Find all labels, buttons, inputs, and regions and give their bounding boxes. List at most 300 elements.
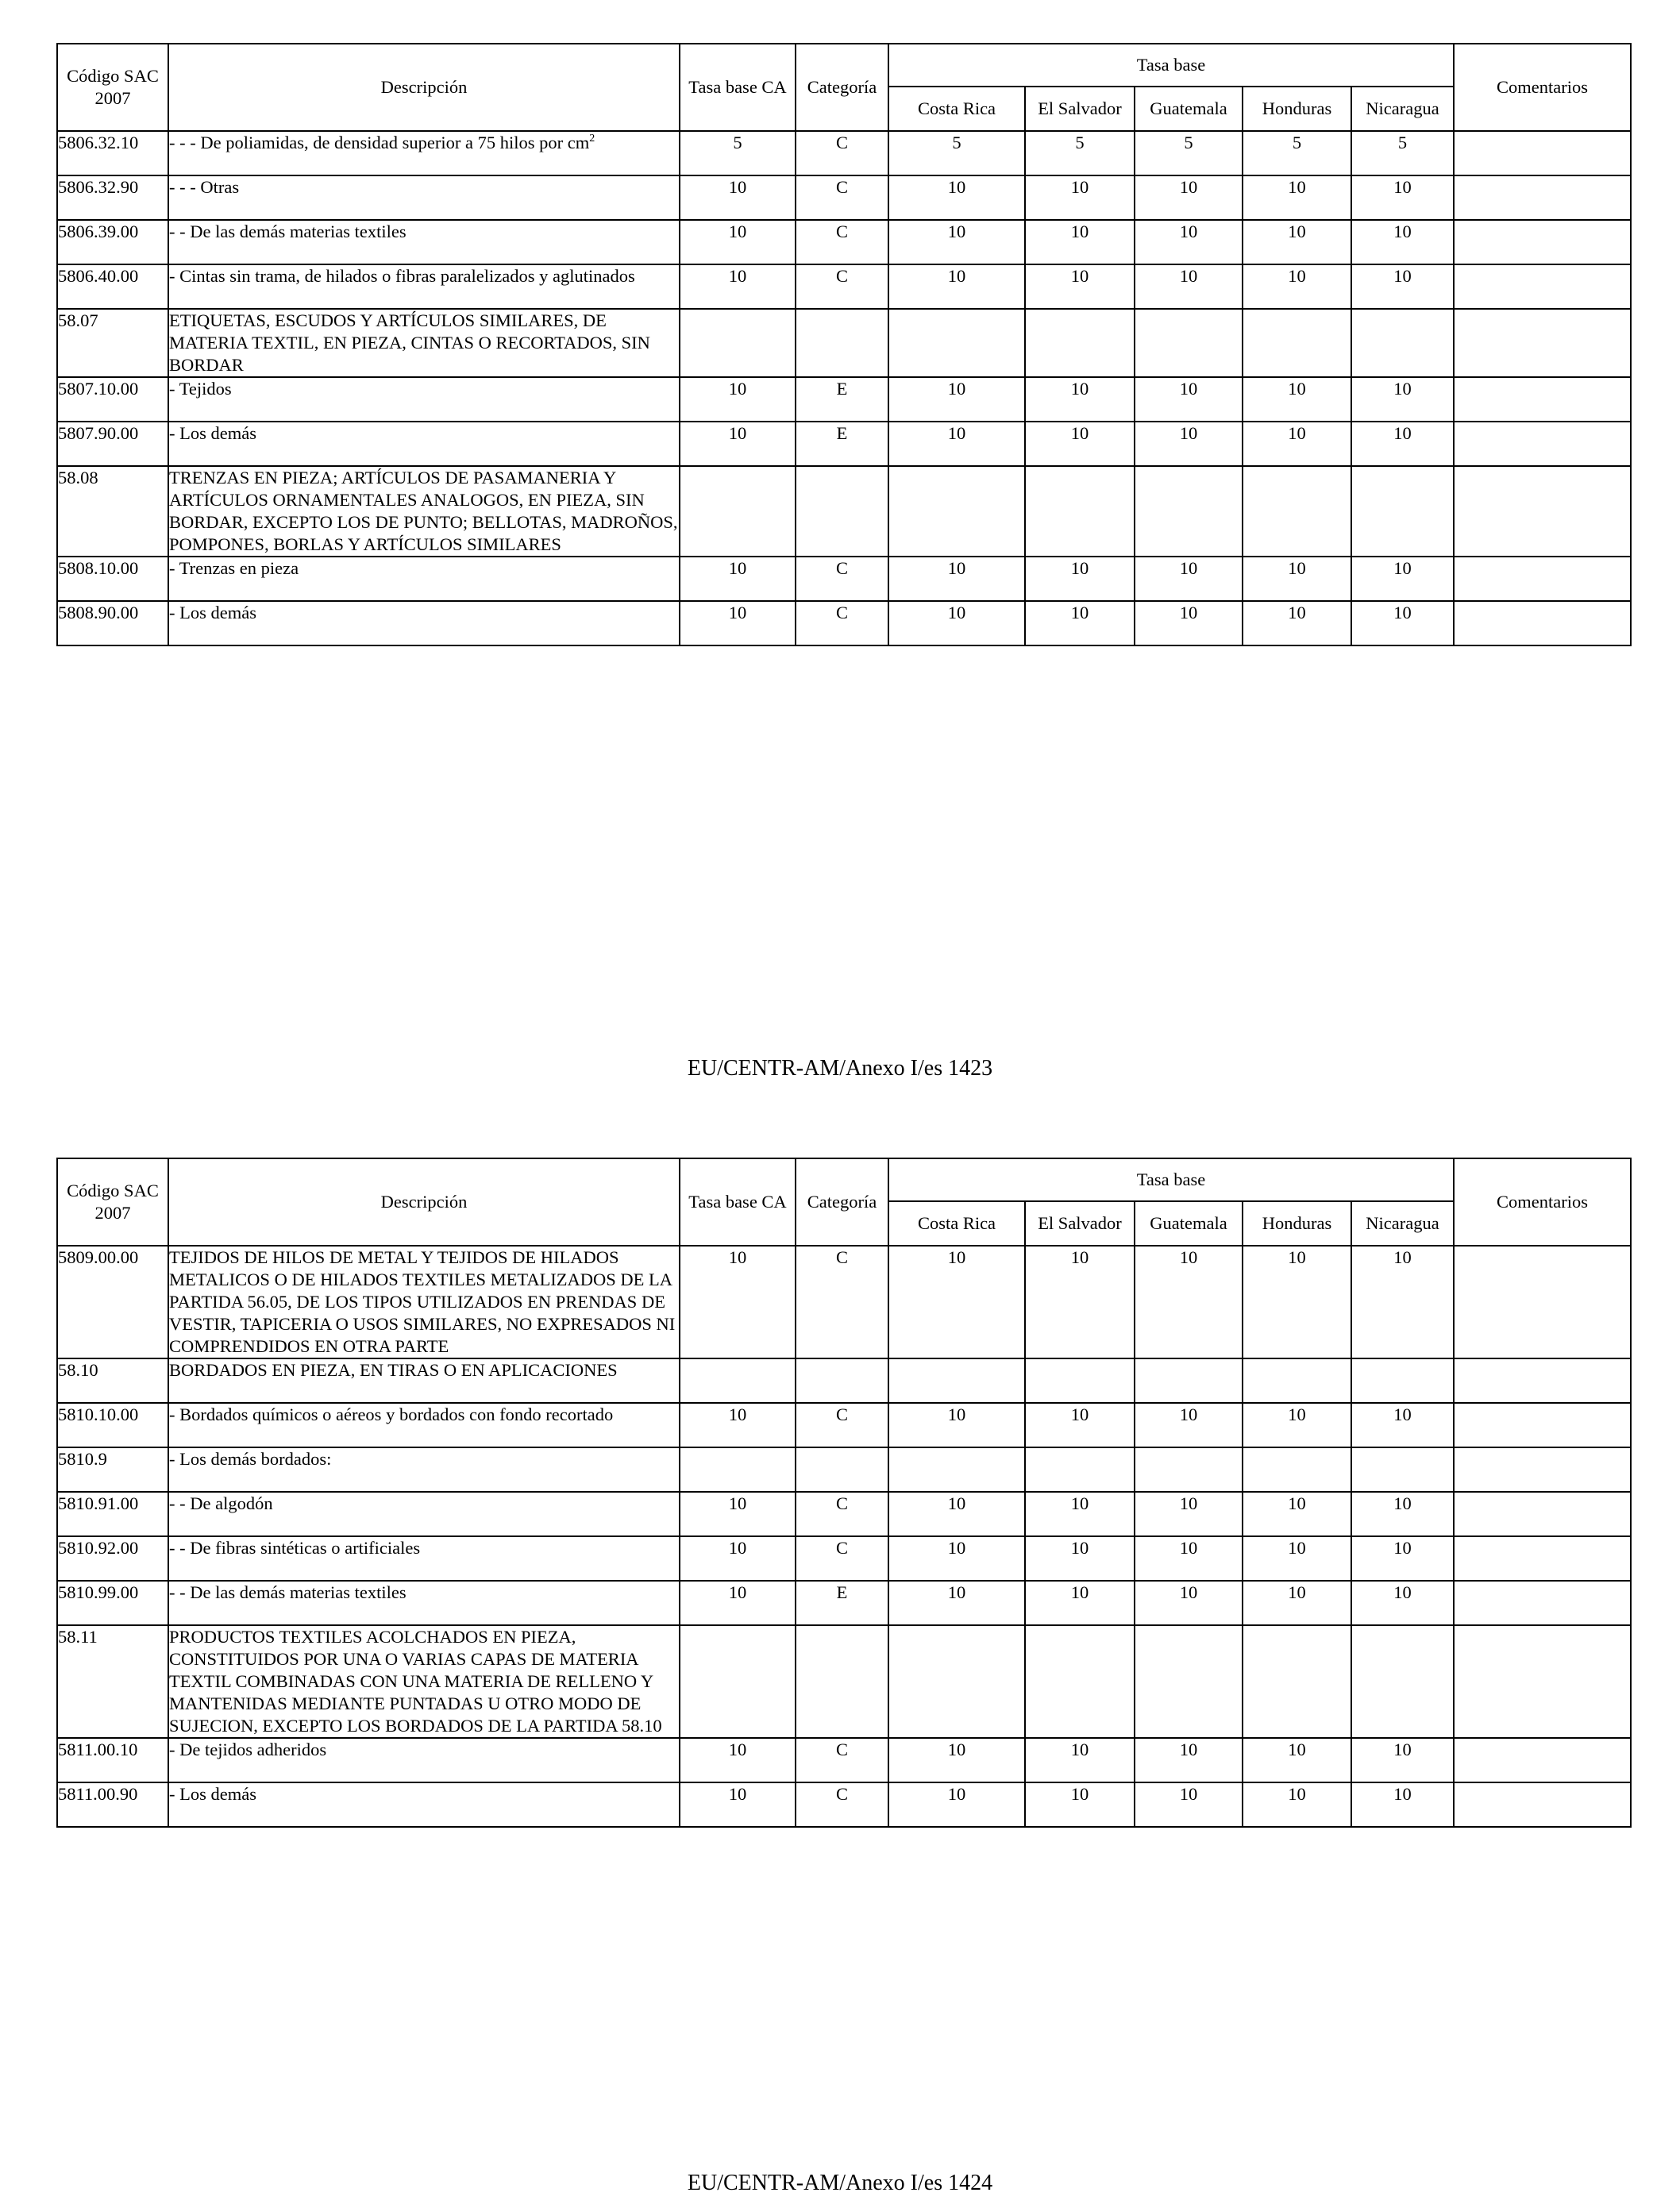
cell-code (57, 377, 168, 422)
cell-honduras-text: 10 (1288, 423, 1306, 443)
cell-costa-rica-text: 10 (947, 1582, 966, 1602)
cell-honduras (1243, 1447, 1351, 1492)
cell-el-salvador-text: 10 (1070, 1404, 1089, 1424)
cell-honduras-text: 10 (1288, 1404, 1306, 1424)
cell-guatemala-text: 10 (1179, 222, 1198, 241)
cell-category (796, 1738, 888, 1782)
cell-category (796, 220, 888, 264)
cell-el-salvador-text: 10 (1070, 177, 1089, 197)
cell-costa-rica (888, 220, 1025, 264)
cell-category (796, 601, 888, 645)
cell-nicaragua-text: 10 (1393, 222, 1412, 241)
cell-honduras (1243, 557, 1351, 601)
cell-description (168, 1358, 680, 1403)
table-row (57, 131, 1631, 175)
cell-el-salvador-text: 5 (1075, 133, 1085, 152)
cell-guatemala (1135, 466, 1243, 557)
cell-category (796, 1782, 888, 1827)
cell-honduras-text: 10 (1288, 1582, 1306, 1602)
cell-honduras (1243, 264, 1351, 309)
cell-guatemala (1135, 1581, 1243, 1625)
cell-el-salvador (1025, 1403, 1135, 1447)
cell-description (168, 1447, 680, 1492)
cell-comments (1454, 1358, 1631, 1403)
cell-costa-rica-text: 10 (947, 222, 966, 241)
cell-base-rate-ca-text: 10 (728, 1784, 747, 1804)
tariff-table (56, 1158, 1632, 1828)
table-row (57, 1782, 1631, 1827)
cell-comments (1454, 309, 1631, 377)
cell-code (57, 466, 168, 557)
cell-code-text: 5806.40.00 (58, 266, 139, 286)
cell-guatemala-text: 10 (1179, 177, 1198, 197)
cell-costa-rica-text: 10 (947, 1247, 966, 1267)
table-row (57, 1738, 1631, 1782)
cell-honduras (1243, 220, 1351, 264)
cell-category-text: E (836, 423, 848, 443)
cell-el-salvador (1025, 175, 1135, 220)
cell-base-rate-ca (680, 1782, 796, 1827)
cell-comments (1454, 264, 1631, 309)
cell-nicaragua (1351, 1492, 1454, 1536)
cell-honduras (1243, 131, 1351, 175)
cell-guatemala (1135, 601, 1243, 645)
cell-comments (1454, 1492, 1631, 1536)
header-costa-rica: Costa Rica (888, 87, 1025, 131)
cell-comments (1454, 220, 1631, 264)
cell-costa-rica (888, 1492, 1025, 1536)
cell-costa-rica (888, 131, 1025, 175)
cell-base-rate-ca (680, 557, 796, 601)
cell-nicaragua-text: 10 (1393, 423, 1412, 443)
header-honduras: Honduras (1243, 1201, 1351, 1246)
cell-base-rate-ca-text: 10 (728, 1538, 747, 1558)
cell-code-text: 5810.99.00 (58, 1582, 139, 1602)
cell-description-text: - - De las demás materias textiles (169, 222, 407, 241)
cell-el-salvador (1025, 377, 1135, 422)
cell-el-salvador (1025, 131, 1135, 175)
cell-costa-rica-text: 10 (947, 423, 966, 443)
cell-code-text: 58.10 (58, 1360, 98, 1380)
cell-nicaragua (1351, 1738, 1454, 1782)
cell-category-text: C (835, 222, 848, 241)
cell-el-salvador-text: 10 (1070, 222, 1089, 241)
cell-nicaragua-text: 10 (1393, 1538, 1412, 1558)
cell-comments (1454, 1403, 1631, 1447)
cell-base-rate-ca-text: 10 (728, 1404, 747, 1424)
cell-base-rate-ca (680, 309, 796, 377)
cell-description (168, 175, 680, 220)
header-comments: Comentarios (1454, 1158, 1631, 1246)
table-row (57, 1581, 1631, 1625)
cell-costa-rica (888, 1246, 1025, 1358)
cell-category-text: C (835, 1784, 848, 1804)
cell-category (796, 377, 888, 422)
cell-description-text: - - De algodón (169, 1493, 273, 1513)
cell-costa-rica-text: 10 (947, 558, 966, 578)
cell-code (57, 309, 168, 377)
cell-nicaragua-text: 10 (1393, 1493, 1412, 1513)
cell-description (168, 1403, 680, 1447)
cell-base-rate-ca-text: 10 (728, 266, 747, 286)
cell-description (168, 1246, 680, 1358)
cell-category (796, 557, 888, 601)
cell-category (796, 1447, 888, 1492)
cell-description-text: TEJIDOS DE HILOS DE METAL Y TEJIDOS DE HILADOS METALICOS O DE HILADOS TEXTILES METALIZADOS DE LA PARTIDA 56.05, DE LOS TIPOS UTILIZADOS EN PRENDAS DE VESTIR, TAPICERIA O USOS SIMILARES, NO EXPRESADOS NI COMPRENDIDOS EN OTRA PARTE (169, 1247, 676, 1356)
cell-el-salvador (1025, 601, 1135, 645)
cell-category (796, 1625, 888, 1738)
cell-nicaragua (1351, 1447, 1454, 1492)
cell-costa-rica-text: 10 (947, 1784, 966, 1804)
cell-comments (1454, 1447, 1631, 1492)
cell-nicaragua-text: 10 (1393, 1740, 1412, 1759)
cell-base-rate-ca-text: 10 (728, 1493, 747, 1513)
cell-category-text: C (835, 266, 848, 286)
cell-el-salvador (1025, 1581, 1135, 1625)
cell-nicaragua (1351, 1246, 1454, 1358)
cell-base-rate-ca (680, 1536, 796, 1581)
cell-description-text: - - - Otras (169, 177, 240, 197)
cell-comments (1454, 557, 1631, 601)
cell-costa-rica (888, 1738, 1025, 1782)
cell-description-text: ETIQUETAS, ESCUDOS Y ARTÍCULOS SIMILARES, DE MATERIA TEXTIL, EN PIEZA, CINTAS O RECORTADOS, SIN BORDAR (169, 310, 650, 375)
cell-category (796, 1358, 888, 1403)
header-el-salvador: El Salvador (1025, 87, 1135, 131)
cell-guatemala-text: 10 (1179, 603, 1198, 622)
cell-nicaragua (1351, 309, 1454, 377)
header-code: Código SAC 2007 (57, 44, 168, 131)
cell-description-text: - - - De poliamidas, de densidad superior a 75 hilos por cm (169, 133, 590, 152)
header-base-rate-ca: Tasa base CA (680, 44, 796, 131)
cell-nicaragua-text: 10 (1393, 603, 1412, 622)
cell-costa-rica (888, 1625, 1025, 1738)
page-footer: EU/CENTR-AM/Anexo I/es 1423 (687, 1056, 993, 1081)
header-description: Descripción (168, 44, 680, 131)
table-row (57, 1625, 1631, 1738)
superscript: 2 (589, 133, 595, 144)
header-guatemala: Guatemala (1135, 87, 1243, 131)
cell-code (57, 264, 168, 309)
cell-code-text: 58.07 (58, 310, 98, 330)
cell-guatemala-text: 10 (1179, 1582, 1198, 1602)
cell-code (57, 1782, 168, 1827)
cell-description (168, 220, 680, 264)
cell-category (796, 175, 888, 220)
cell-el-salvador-text: 10 (1070, 379, 1089, 399)
cell-nicaragua-text: 10 (1393, 1247, 1412, 1267)
cell-code-text: 58.11 (58, 1627, 98, 1647)
cell-costa-rica-text: 10 (947, 1740, 966, 1759)
cell-code (57, 1492, 168, 1536)
cell-honduras (1243, 422, 1351, 466)
header-description: Descripción (168, 1158, 680, 1246)
cell-costa-rica (888, 1581, 1025, 1625)
cell-honduras (1243, 1492, 1351, 1536)
cell-nicaragua (1351, 131, 1454, 175)
cell-nicaragua (1351, 1581, 1454, 1625)
cell-code-text: 5806.32.10 (58, 133, 139, 152)
cell-guatemala-text: 10 (1179, 1404, 1198, 1424)
cell-category-text: C (835, 558, 848, 578)
cell-description (168, 1625, 680, 1738)
cell-description-text: PRODUCTOS TEXTILES ACOLCHADOS EN PIEZA, CONSTITUIDOS POR UNA O VARIAS CAPAS DE MATERIA TEXTIL COMBINADAS CON UNA MATERIA DE RELLENO Y MANTENIDAS MEDIANTE PUNTADAS U OTRO MODO DE SUJECION, EXCEPTO LOS BORDADOS DE LA PARTIDA 58.10 (169, 1627, 662, 1736)
cell-description-text: TRENZAS EN PIEZA; ARTÍCULOS DE PASAMANERIA Y ARTÍCULOS ORNAMENTALES ANALOGOS, EN PIEZA, SIN BORDAR, EXCEPTO LOS DE PUNTO; BELLOTAS, MADROÑOS, POMPONES, BORLAS Y ARTÍCULOS SIMILARES (169, 468, 678, 554)
cell-nicaragua (1351, 377, 1454, 422)
cell-code (57, 131, 168, 175)
cell-base-rate-ca (680, 1403, 796, 1447)
cell-base-rate-ca (680, 1358, 796, 1403)
cell-guatemala-text: 10 (1179, 1740, 1198, 1759)
cell-code-text: 5806.39.00 (58, 222, 139, 241)
cell-guatemala-text: 10 (1179, 558, 1198, 578)
cell-honduras-text: 10 (1288, 1784, 1306, 1804)
header-nicaragua: Nicaragua (1351, 87, 1454, 131)
cell-base-rate-ca-text: 5 (733, 133, 742, 152)
cell-code-text: 5807.90.00 (58, 423, 139, 443)
cell-code (57, 175, 168, 220)
cell-honduras (1243, 1782, 1351, 1827)
cell-code-text: 5807.10.00 (58, 379, 139, 399)
cell-nicaragua-text: 10 (1393, 558, 1412, 578)
cell-guatemala (1135, 264, 1243, 309)
cell-base-rate-ca (680, 1581, 796, 1625)
cell-description-text: - Los demás (169, 603, 256, 622)
cell-honduras (1243, 1536, 1351, 1581)
cell-costa-rica-text: 10 (947, 1404, 966, 1424)
cell-nicaragua-text: 10 (1393, 177, 1412, 197)
cell-code (57, 220, 168, 264)
cell-category-text: C (835, 1740, 848, 1759)
cell-costa-rica (888, 1403, 1025, 1447)
cell-guatemala (1135, 1358, 1243, 1403)
page-section-1424 (56, 1158, 1630, 1828)
table-row (57, 1246, 1631, 1358)
cell-el-salvador (1025, 1536, 1135, 1581)
cell-description-text: - Los demás (169, 1784, 256, 1804)
cell-costa-rica (888, 557, 1025, 601)
cell-code (57, 1403, 168, 1447)
table-body (57, 1246, 1631, 1827)
cell-description-text: - Bordados químicos o aéreos y bordados con fondo recortado (169, 1404, 614, 1424)
table-row (57, 220, 1631, 264)
cell-el-salvador (1025, 1447, 1135, 1492)
cell-honduras (1243, 601, 1351, 645)
cell-base-rate-ca (680, 264, 796, 309)
cell-code (57, 1738, 168, 1782)
cell-honduras-text: 10 (1288, 266, 1306, 286)
cell-guatemala-text: 10 (1179, 1538, 1198, 1558)
table-row (57, 1447, 1631, 1492)
cell-costa-rica (888, 1536, 1025, 1581)
cell-el-salvador-text: 10 (1070, 266, 1089, 286)
table-row (57, 466, 1631, 557)
cell-nicaragua (1351, 557, 1454, 601)
cell-comments (1454, 1536, 1631, 1581)
cell-description (168, 1738, 680, 1782)
cell-el-salvador (1025, 220, 1135, 264)
cell-code-text: 58.08 (58, 468, 98, 487)
cell-category (796, 1403, 888, 1447)
cell-category-text: E (836, 379, 848, 399)
header-base-rate: Tasa base (888, 44, 1454, 87)
cell-costa-rica-text: 10 (947, 177, 966, 197)
cell-description (168, 264, 680, 309)
cell-costa-rica (888, 309, 1025, 377)
cell-code (57, 601, 168, 645)
cell-guatemala (1135, 377, 1243, 422)
cell-honduras-text: 5 (1292, 133, 1302, 152)
cell-honduras (1243, 466, 1351, 557)
cell-guatemala (1135, 1536, 1243, 1581)
tariff-table (56, 43, 1632, 646)
cell-costa-rica-text: 10 (947, 266, 966, 286)
cell-code-text: 5806.32.90 (58, 177, 139, 197)
header-honduras: Honduras (1243, 87, 1351, 131)
cell-honduras (1243, 377, 1351, 422)
cell-guatemala (1135, 1782, 1243, 1827)
cell-nicaragua (1351, 220, 1454, 264)
cell-costa-rica-text: 10 (947, 1538, 966, 1558)
cell-description (168, 422, 680, 466)
cell-el-salvador-text: 10 (1070, 1493, 1089, 1513)
cell-el-salvador (1025, 1246, 1135, 1358)
cell-nicaragua (1351, 601, 1454, 645)
cell-comments (1454, 1782, 1631, 1827)
cell-el-salvador (1025, 264, 1135, 309)
cell-category-text: E (836, 1582, 848, 1602)
cell-honduras-text: 10 (1288, 1493, 1306, 1513)
cell-code (57, 1625, 168, 1738)
cell-costa-rica-text: 10 (947, 603, 966, 622)
cell-el-salvador (1025, 1625, 1135, 1738)
cell-costa-rica-text: 10 (947, 1493, 966, 1513)
cell-description-text: - Los demás (169, 423, 256, 443)
cell-base-rate-ca (680, 1625, 796, 1738)
header-base-rate-ca: Tasa base CA (680, 1158, 796, 1246)
cell-base-rate-ca-text: 10 (728, 177, 747, 197)
cell-description (168, 601, 680, 645)
table-body (57, 131, 1631, 645)
cell-base-rate-ca (680, 220, 796, 264)
cell-base-rate-ca (680, 1492, 796, 1536)
cell-description (168, 1782, 680, 1827)
cell-costa-rica (888, 175, 1025, 220)
page-section-1423 (56, 43, 1630, 646)
cell-base-rate-ca (680, 466, 796, 557)
cell-nicaragua (1351, 175, 1454, 220)
cell-guatemala (1135, 422, 1243, 466)
cell-description (168, 557, 680, 601)
cell-comments (1454, 466, 1631, 557)
cell-nicaragua-text: 10 (1393, 379, 1412, 399)
cell-el-salvador-text: 10 (1070, 1740, 1089, 1759)
cell-category-text: C (835, 1247, 848, 1267)
cell-guatemala (1135, 1492, 1243, 1536)
cell-code-text: 5810.10.00 (58, 1404, 139, 1424)
cell-category-text: C (835, 1538, 848, 1558)
cell-nicaragua (1351, 422, 1454, 466)
cell-el-salvador-text: 10 (1070, 1538, 1089, 1558)
cell-nicaragua-text: 10 (1393, 1404, 1412, 1424)
cell-honduras-text: 10 (1288, 1538, 1306, 1558)
cell-nicaragua (1351, 1536, 1454, 1581)
cell-guatemala-text: 10 (1179, 1493, 1198, 1513)
cell-description-text: - Cintas sin trama, de hilados o fibras paralelizados y aglutinados (169, 266, 635, 286)
cell-base-rate-ca-text: 10 (728, 222, 747, 241)
cell-comments (1454, 1246, 1631, 1358)
cell-guatemala (1135, 309, 1243, 377)
cell-costa-rica (888, 264, 1025, 309)
cell-category (796, 264, 888, 309)
cell-guatemala (1135, 1738, 1243, 1782)
cell-el-salvador (1025, 1358, 1135, 1403)
cell-base-rate-ca (680, 422, 796, 466)
cell-description-text: - Trenzas en pieza (169, 558, 299, 578)
cell-category (796, 422, 888, 466)
cell-base-rate-ca-text: 10 (728, 1247, 747, 1267)
page-footer: EU/CENTR-AM/Anexo I/es 1424 (687, 2171, 993, 2195)
cell-nicaragua (1351, 1403, 1454, 1447)
cell-code (57, 422, 168, 466)
table-row (57, 557, 1631, 601)
cell-comments (1454, 131, 1631, 175)
cell-honduras (1243, 175, 1351, 220)
cell-description-text: - - De las demás materias textiles (169, 1582, 407, 1602)
cell-costa-rica (888, 466, 1025, 557)
cell-nicaragua-text: 10 (1393, 1784, 1412, 1804)
cell-el-salvador-text: 10 (1070, 603, 1089, 622)
cell-base-rate-ca-text: 10 (728, 1582, 747, 1602)
header-comments: Comentarios (1454, 44, 1631, 131)
cell-code-text: 5808.90.00 (58, 603, 139, 622)
cell-guatemala (1135, 131, 1243, 175)
cell-honduras (1243, 1625, 1351, 1738)
cell-honduras (1243, 1358, 1351, 1403)
table-row (57, 309, 1631, 377)
cell-description-text: BORDADOS EN PIEZA, EN TIRAS O EN APLICACIONES (169, 1360, 618, 1380)
cell-el-salvador (1025, 1782, 1135, 1827)
cell-honduras (1243, 1403, 1351, 1447)
header-costa-rica: Costa Rica (888, 1201, 1025, 1246)
table-row (57, 264, 1631, 309)
table-row (57, 1536, 1631, 1581)
cell-nicaragua (1351, 1625, 1454, 1738)
cell-honduras (1243, 1246, 1351, 1358)
cell-el-salvador (1025, 1738, 1135, 1782)
cell-honduras-text: 10 (1288, 177, 1306, 197)
table-row (57, 601, 1631, 645)
cell-guatemala (1135, 557, 1243, 601)
header-el-salvador: El Salvador (1025, 1201, 1135, 1246)
cell-category-text: C (835, 1493, 848, 1513)
cell-comments (1454, 1581, 1631, 1625)
cell-honduras-text: 10 (1288, 1247, 1306, 1267)
cell-el-salvador (1025, 1492, 1135, 1536)
cell-guatemala-text: 5 (1184, 133, 1193, 152)
cell-nicaragua (1351, 264, 1454, 309)
cell-base-rate-ca (680, 175, 796, 220)
cell-base-rate-ca (680, 601, 796, 645)
cell-description (168, 466, 680, 557)
cell-category (796, 1536, 888, 1581)
cell-category (796, 1492, 888, 1536)
cell-guatemala-text: 10 (1179, 1247, 1198, 1267)
cell-comments (1454, 601, 1631, 645)
cell-guatemala-text: 10 (1179, 1784, 1198, 1804)
cell-guatemala (1135, 1447, 1243, 1492)
cell-nicaragua (1351, 1358, 1454, 1403)
cell-category-text: C (835, 177, 848, 197)
